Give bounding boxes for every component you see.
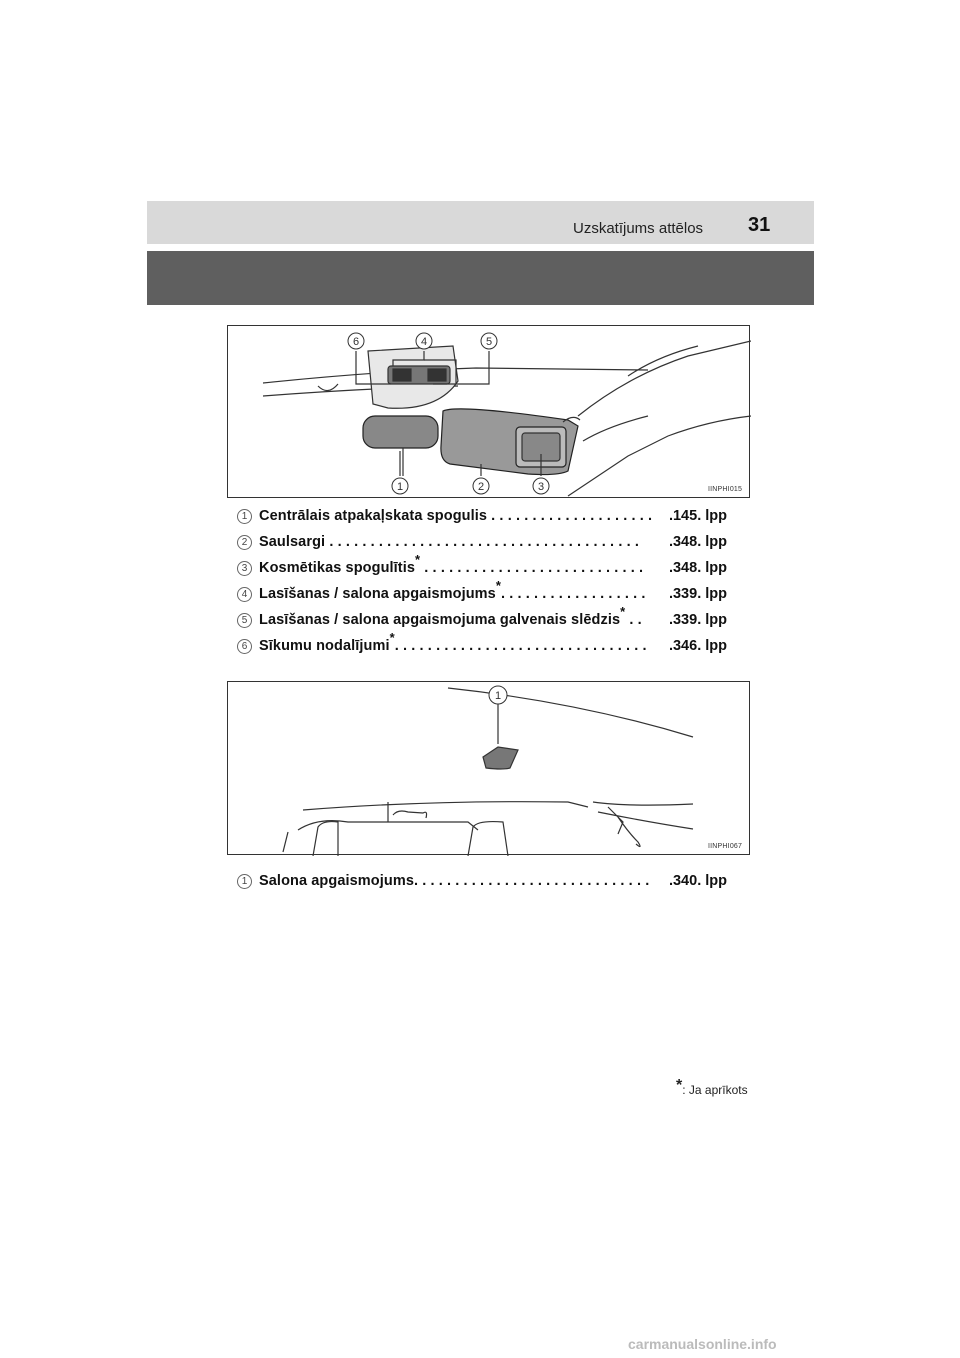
footnote-star: * <box>676 1077 683 1094</box>
item-label: Salona apgaismojums. . . . . . . . . . . . . . . . . . . . . . . . . . . . . <box>259 873 650 889</box>
item-label: Sīkumu nodalījumi*. . . . . . . . . . . . . . . . . . . . . . . . . . . . . . . <box>259 630 647 654</box>
item-page-ref: .348. lpp <box>668 534 727 550</box>
item-page-ref: .339. lpp <box>668 586 727 602</box>
item-label: Kosmētikas spogulītis* . . . . . . . . . . . . . . . . . . . . . . . . . . . <box>259 552 644 576</box>
dome-light <box>483 747 518 769</box>
list-item <box>237 507 727 529</box>
header-band <box>147 201 814 244</box>
list-item <box>237 533 727 555</box>
callout-5: 5 <box>485 336 493 348</box>
figure-code: IINPHI067 <box>708 843 743 850</box>
rear-cabin-illustration <box>228 682 751 856</box>
list-item <box>237 552 727 581</box>
list-item <box>237 630 727 659</box>
item-page-ref: .340. lpp <box>668 873 727 889</box>
rear-view-mirror <box>363 416 438 448</box>
overhead-illustration <box>228 326 751 499</box>
item-page-ref: .346. lpp <box>668 638 727 654</box>
item-number: 6 <box>237 639 252 654</box>
callout-4: 4 <box>420 336 428 348</box>
item-label: Lasīšanas / salona apgaismojums*. . . . . . . . . . . . . . . . . . <box>259 578 646 602</box>
figure-rear-cabin <box>227 681 750 855</box>
page-number: 31 <box>748 214 771 236</box>
item-number: 1 <box>237 509 252 524</box>
figure-code: IINPHI015 <box>708 486 743 493</box>
callout-1: 1 <box>494 690 502 702</box>
footnote-text: : Ja aprīkots <box>682 1083 748 1097</box>
item-number: 5 <box>237 613 252 628</box>
item-label: Lasīšanas / salona apgaismojuma galvenais slēdzis* . . <box>259 604 642 628</box>
section-banner <box>147 251 814 305</box>
callout-3: 3 <box>537 481 545 493</box>
section-title: Uzskatījums attēlos <box>573 220 704 237</box>
callout-2: 2 <box>477 481 485 493</box>
callout-1: 1 <box>396 481 404 493</box>
list-item <box>237 578 727 607</box>
item-number: 3 <box>237 561 252 576</box>
list-item <box>237 604 727 633</box>
roof-edge <box>448 688 693 737</box>
item-number: 1 <box>237 874 252 889</box>
item-number: 2 <box>237 535 252 550</box>
item-number: 4 <box>237 587 252 602</box>
item-page-ref: .339. lpp <box>668 612 727 628</box>
figure-overhead-console <box>227 325 750 498</box>
callout-6: 6 <box>352 336 360 348</box>
watermark: carmanualsonline.info <box>628 1336 777 1352</box>
item-label: Saulsargi . . . . . . . . . . . . . . . . . . . . . . . . . . . . . . . . . . . . . . <box>259 534 639 550</box>
item-page-ref: .348. lpp <box>668 560 727 576</box>
list-item <box>237 872 727 894</box>
item-label: Centrālais atpakaļskata spogulis . . . . . . . . . . . . . . . . . . . . <box>259 508 653 524</box>
footnote <box>676 1077 748 1099</box>
item-page-ref: .145. lpp <box>668 508 727 524</box>
